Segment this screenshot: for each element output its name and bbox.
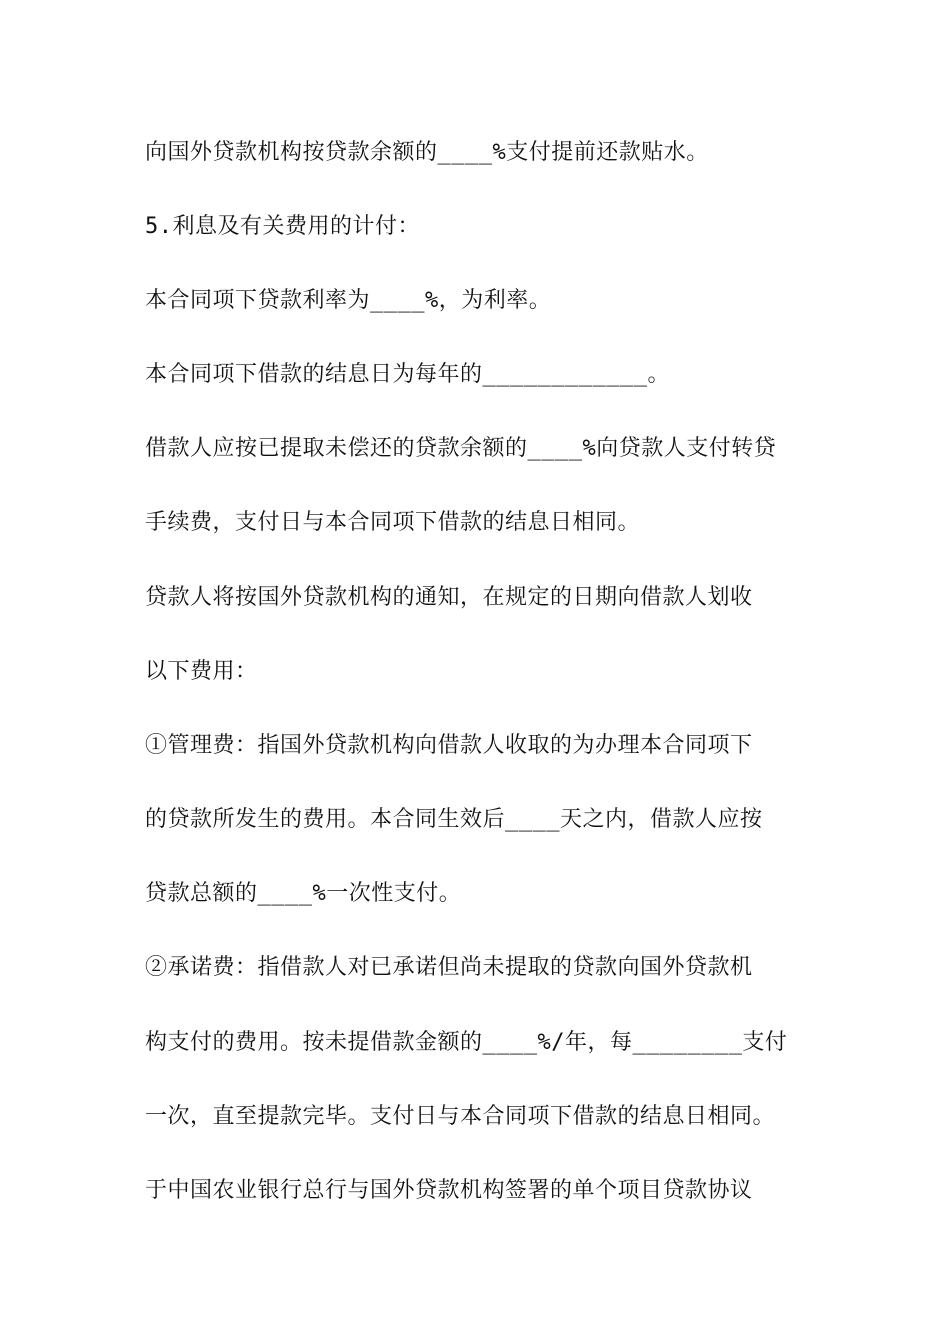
text-line-lender-notice: 贷款人将按国外贷款机构的通知，在规定的日期向借款人划收 <box>145 585 753 610</box>
text-line-settlement-date: 本合同项下借款的结息日为每年的____________。 <box>145 362 670 387</box>
text-line-onlending-fee-cont: 手续费，支付日与本合同项下借款的结息日相同。 <box>145 510 641 535</box>
text-line-following-fees: 以下费用： <box>145 659 258 684</box>
list-item-commitment-fee: ②承诺费：指借款人对已承诺但尚未提取的贷款向国外贷款机 <box>145 955 753 980</box>
list-item-commitment-fee-cont2: 一次，直至提款完毕。支付日与本合同项下借款的结息日相同。 <box>145 1104 776 1129</box>
text-line-onlending-fee: 借款人应按已提取未偿还的贷款余额的____%向贷款人支付转贷 <box>145 436 777 461</box>
text-line-interest-rate: 本合同项下贷款利率为____%，为利率。 <box>145 288 552 313</box>
list-item-management-fee: ①管理费：指国外贷款机构向借款人收取的为办理本合同项下 <box>145 733 753 758</box>
list-item-management-fee-cont2: 贷款总额的____%一次性支付。 <box>145 881 462 906</box>
text-line-abc-agreement: 于中国农业银行总行与国外贷款机构签署的单个项目贷款协议 <box>145 1178 753 1203</box>
list-item-management-fee-cont1: 的贷款所发生的费用。本合同生效后____天之内，借款人应按 <box>145 807 763 832</box>
text-line-prepayment-premium: 向国外贷款机构按贷款余额的____%支付提前还款贴水。 <box>145 140 709 165</box>
section-heading-interest-fees: 5.利息及有关费用的计付： <box>145 214 420 239</box>
list-item-commitment-fee-cont1: 构支付的费用。按未提借款金额的____%/年，每________支付 <box>145 1030 788 1055</box>
